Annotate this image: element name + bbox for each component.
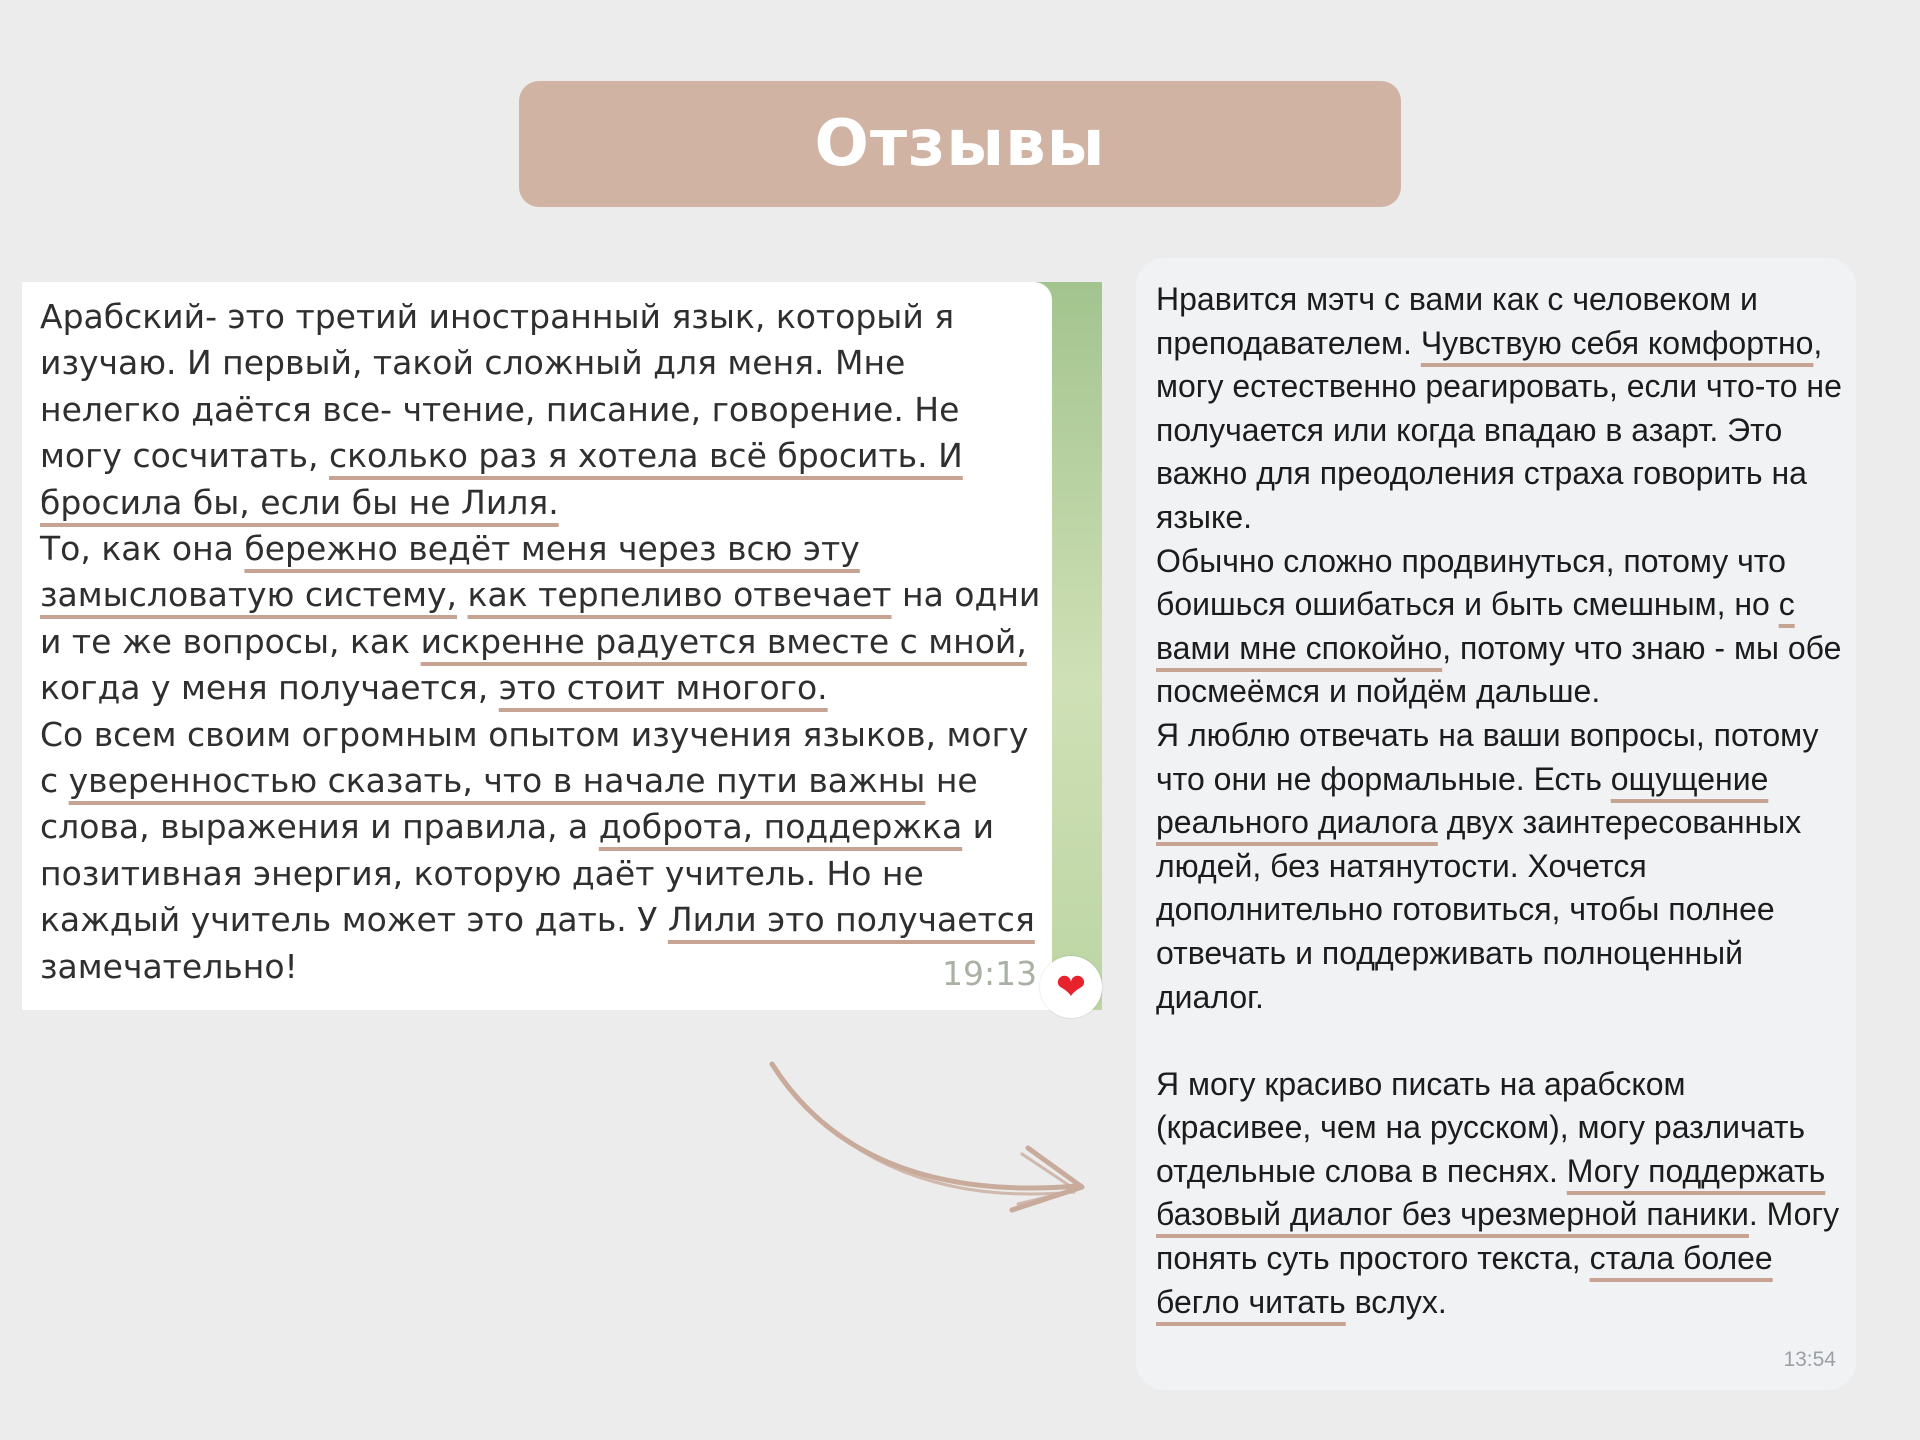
text-segment xyxy=(457,575,468,614)
highlighted-phrase: это стоит многого. xyxy=(498,668,828,708)
highlighted-phrase: бережно ведёт меня через всю эту замысловатую систему, xyxy=(40,529,860,615)
message-time: 19:13 xyxy=(942,954,1038,993)
text-segment: замечательно! xyxy=(40,946,298,986)
text-segment: когда у меня получается, xyxy=(40,668,499,708)
review-paragraph xyxy=(1156,714,1846,1019)
text-segment: и позитивная энергия, которую даёт учитель. Но не каждый учитель может это дать. У xyxy=(40,807,995,940)
text-segment: Я могу красиво писать на арабском (красивее, чем на русском), могу различать отдельные слова в песнях. xyxy=(1156,1065,1806,1189)
highlighted-phrase: Чувствую себя комфортно xyxy=(1420,324,1814,361)
highlighted-phrase: доброта, поддержка xyxy=(598,807,963,847)
text-segment: Обычно сложно продвинуться, потому что боишься ошибаться и быть смешным, но xyxy=(1156,542,1786,623)
text-segment: Я люблю отвечать на ваши вопросы, потому что они не формальные. Есть xyxy=(1156,716,1819,797)
highlighted-phrase: как терпеливо отвечает xyxy=(467,575,892,615)
text-segment: Со всем своим огромным опытом изучения языков, могу с xyxy=(40,714,1029,801)
heart-icon: ❤ xyxy=(1055,966,1087,1007)
text-segment: двух заинтересованных людей, без натянутости. Хочется дополнительно готовиться, чтобы полнее отвечать и поддерживать полноценный диалог. xyxy=(1156,804,1802,1015)
page-title: Отзывы xyxy=(814,107,1106,181)
highlighted-phrase: искренне радуется вместе с мной, xyxy=(420,621,1027,661)
review-paragraph xyxy=(1156,1019,1846,1063)
highlighted-phrase: с вами мне спокойно xyxy=(1156,586,1795,666)
text-segment: То, как она xyxy=(40,529,245,569)
text-segment: . Могу понять суть простого текста, xyxy=(1156,1196,1840,1277)
highlighted-phrase: стала более бегло читать xyxy=(1156,1240,1773,1320)
highlighted-phrase: Могу поддержать базовый диалог без чрезмерной паники xyxy=(1156,1152,1826,1233)
review-paragraph xyxy=(40,712,1045,990)
highlighted-phrase: ощущение реального диалога xyxy=(1156,760,1769,841)
curved-arrow-icon xyxy=(760,1050,1090,1230)
highlighted-phrase: уверенностью сказать, что в начале пути важны xyxy=(68,761,926,801)
review-paragraph xyxy=(1156,540,1846,714)
review-text xyxy=(1156,278,1846,1324)
title-banner xyxy=(519,81,1401,207)
review-card-right xyxy=(1136,258,1856,1390)
review-paragraph xyxy=(40,294,1045,526)
review-paragraph xyxy=(1156,1063,1846,1325)
text-segment: не слова, выражения и правила, а xyxy=(40,761,978,847)
review-text xyxy=(40,294,1045,990)
review-paragraph xyxy=(40,526,1045,712)
message-bubble xyxy=(22,282,1052,1010)
highlighted-phrase: сколько раз я хотела всё бросить. И бросила бы, если бы не Лиля. xyxy=(40,436,963,522)
text-segment: , потому что знаю - мы обе посмеёмся и пойдём дальше. xyxy=(1156,629,1842,710)
message-time: 13:54 xyxy=(1783,1348,1836,1371)
text-segment: Нравится мэтч с вами как с человеком и преподавателем. xyxy=(1156,281,1758,361)
text-segment: , могу естественно реагировать, если что-то не получается или когда впадаю в азарт. Это важно для преодоления страха говорить на языке. xyxy=(1156,324,1842,535)
text-segment: Арабский- это третий иностранный язык, который я изучаю. И первый, такой сложный для меня. Мне нелегко даётся все- чтение, писание, говорение. Не могу сосчитать, xyxy=(40,297,960,476)
highlighted-phrase: Лили это получается xyxy=(667,900,1035,940)
review-screenshot-left xyxy=(22,282,1102,1010)
text-segment: на одни и те же вопросы, как xyxy=(40,575,1041,661)
text-segment: вслух. xyxy=(1345,1283,1447,1320)
review-paragraph xyxy=(1156,278,1846,540)
reaction-badge[interactable] xyxy=(1040,956,1102,1018)
